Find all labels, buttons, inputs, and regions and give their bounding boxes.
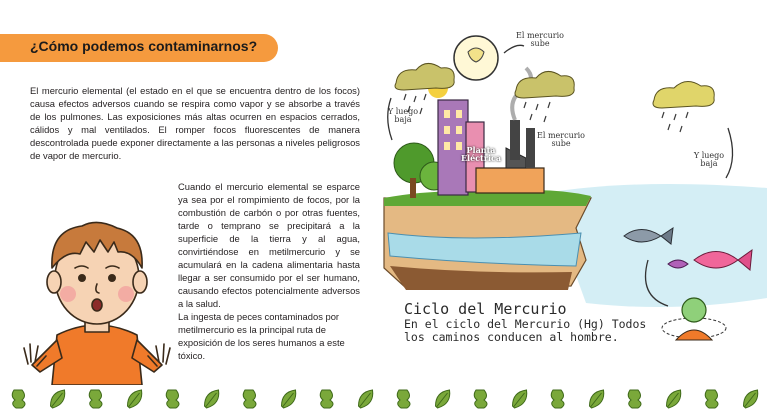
compact-fluorescent-bulb-icon <box>397 390 410 408</box>
label-then-falls-left: Y luego baja <box>387 107 419 124</box>
cloud-icon <box>653 81 714 108</box>
leaf-icon <box>667 390 681 408</box>
diagram-caption-body: En el ciclo del Mercurio (Hg) Todos los caminos conducen al hombre. <box>404 317 647 344</box>
leaf-icon <box>590 390 604 408</box>
footer-decoration <box>0 382 767 414</box>
leaf-icon <box>282 390 296 408</box>
cloud-icon <box>395 63 454 90</box>
compact-fluorescent-bulb-icon <box>89 390 102 408</box>
leaf-icon <box>436 390 450 408</box>
paragraph-elemental-mercury: El mercurio elemental (el estado en el que se encuentra dentro de los focos) causa efectos adversos cuando se respira como vapor y se absorbe a través de los pulmones. Las exposiciones más altas ocurren en espacios cerrados, cálidos y mal ventilados. El romper focos fluorescentes de manera descontrolada puede exponer directamente a las personas a niveles peligrosos de vapor de mercurio. <box>30 85 360 161</box>
paragraph-fish-ingestion: La ingesta de peces contaminados por metilmercurio es la principal ruta de exposición de los seres humanos a este tóxico. <box>178 311 345 361</box>
label-power-plant: Planta Eléctrica <box>460 145 502 163</box>
compact-fluorescent-bulb-icon <box>166 390 179 408</box>
leaf-icon <box>51 390 65 408</box>
label-mercury-rises-top: El mercurio sube <box>516 31 564 48</box>
leaf-icon <box>128 390 142 408</box>
cloud-icon <box>515 71 574 98</box>
compact-fluorescent-bulb-icon <box>320 390 333 408</box>
section-title-bar <box>0 34 278 62</box>
diagram-caption-title: Ciclo del Mercurio <box>404 300 567 318</box>
paragraph-mercury-spread: Cuando el mercurio elemental se esparce ya sea por el rompimiento de focos, por la combustión de carbón o por otras fuentes, tarde o temprano se precipitará a la superficie de la tierra y al agua, convirtiéndose en metilmercurio y se acumulará en la cadena alimentaria hasta llegar a ser consumido por el ser humano, causando efectos potencialmente adversos a la salud. <box>178 181 360 309</box>
compact-fluorescent-bulb-icon <box>628 390 641 408</box>
compact-fluorescent-bulb-icon <box>243 390 256 408</box>
leaf-icon <box>205 390 219 408</box>
compact-fluorescent-bulb-icon <box>12 390 25 408</box>
compact-fluorescent-bulb-icon <box>474 390 487 408</box>
leaf-icon <box>359 390 373 408</box>
leaf-icon <box>744 390 758 408</box>
compact-fluorescent-bulb-icon <box>705 390 718 408</box>
label-mercury-rises-middle: El mercurio sube <box>537 131 585 148</box>
label-then-falls-right: Y luego baja <box>693 151 725 168</box>
boy-illustration <box>22 190 172 385</box>
compact-fluorescent-bulb-icon <box>551 390 564 408</box>
section-title: ¿Cómo podemos contaminarnos? <box>30 38 258 54</box>
leaf-icon <box>513 390 527 408</box>
